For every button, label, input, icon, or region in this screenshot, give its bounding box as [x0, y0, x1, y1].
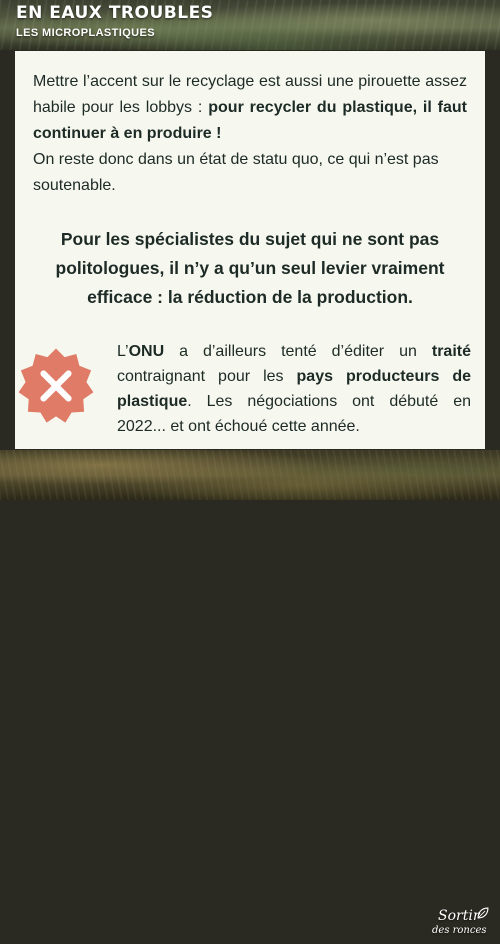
emphasis-onu: ONU	[128, 343, 165, 360]
emphasis-text: pour recycler du plastique, il faut continuer à en produire !	[33, 99, 468, 142]
content-card	[15, 51, 485, 449]
logo-sub-text: des ronces	[432, 925, 487, 936]
paragraph-un-treaty	[117, 339, 471, 439]
emphasis-producers: pays producteurs de plastique	[117, 368, 472, 410]
paragraph-recycling	[33, 69, 467, 147]
text-segment: . Les négociations ont débuté en 2022... et ont échoué cette année.	[117, 393, 471, 435]
text-segment: contraignant pour les	[117, 368, 297, 385]
text-segment: L’	[117, 343, 129, 360]
key-statement: Pour les spécialistes du sujet qui ne sont pas politologues, il n’y a qu’un seul levier vraiment efficace : la réduction de la production.	[55, 229, 445, 307]
paragraph-text: Mettre l’accent sur le recyclage est aussi une pirouette assez habile pour les lobbys :	[33, 73, 467, 116]
footer-banner	[0, 450, 500, 936]
leaf-icon	[476, 906, 490, 920]
cross-icon	[17, 347, 95, 425]
series-title: EN EAUX TROUBLES	[16, 3, 214, 23]
logo-main-text: Sortir	[438, 908, 480, 924]
text-segment: a d’ailleurs tenté d’éditer un	[164, 343, 432, 360]
header-banner	[0, 0, 500, 50]
series-subtitle: LES MICROPLASTIQUES	[16, 27, 155, 39]
brand-logo	[432, 908, 492, 944]
paragraph-status-quo: On reste donc dans un état de statu quo, ce qui n’est pas soutenable.	[33, 151, 439, 194]
emphasis-traite: traité	[431, 343, 471, 360]
